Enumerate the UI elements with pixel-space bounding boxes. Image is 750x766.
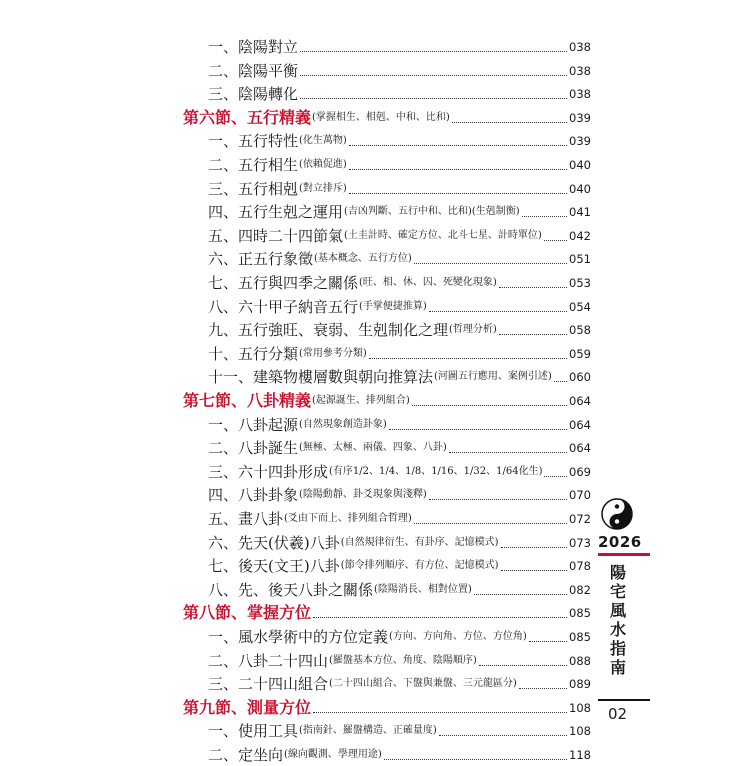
toc-row xyxy=(0,720,750,742)
entry-note: (土圭計時、確定方位、北斗七星、計時單位) xyxy=(344,229,542,241)
page-ref: 059 xyxy=(569,346,591,361)
toc-row xyxy=(0,225,750,247)
dot-leader xyxy=(452,121,567,123)
page-ref: 078 xyxy=(569,559,591,574)
entry-title: 二、陰陽平衡 xyxy=(208,61,299,80)
title-char: 水 xyxy=(609,620,626,639)
title-char: 宅 xyxy=(609,582,626,601)
page-ref: 040 xyxy=(569,158,591,172)
page-ref: 041 xyxy=(569,205,591,220)
entry-title: 九、五行強旺、衰弱、生剋制化之理 xyxy=(208,321,449,340)
page-ref: 039 xyxy=(569,134,591,149)
dot-leader xyxy=(349,192,567,194)
toc-entry[interactable] xyxy=(208,225,591,247)
toc-entry[interactable] xyxy=(208,414,591,436)
dot-leader xyxy=(554,380,567,382)
toc-row xyxy=(0,366,750,388)
toc-row xyxy=(0,296,750,318)
dot-leader xyxy=(349,144,567,146)
dot-leader xyxy=(300,50,567,52)
dot-leader xyxy=(384,758,567,760)
entry-note: (依賴促進) xyxy=(299,159,347,170)
toc-row xyxy=(0,154,750,176)
entry-note: (二十四山組合、下盤與兼盤、三元龍區分) xyxy=(329,678,517,690)
entry-title: 一、陰陽對立 xyxy=(208,38,299,56)
page-ref: 060 xyxy=(569,370,591,385)
toc-section-row xyxy=(0,602,750,624)
page-ref: 070 xyxy=(569,488,591,503)
section-title: 第九節、測量方位 xyxy=(183,697,312,717)
entry-title: 四、五行生剋之運用 xyxy=(208,203,344,222)
page-ref: 085 xyxy=(569,606,591,621)
toc-entry[interactable] xyxy=(208,650,591,672)
dot-leader xyxy=(529,640,567,642)
page-ref: 038 xyxy=(569,63,591,78)
toc-row xyxy=(0,201,750,223)
entry-note: (手掌便捷推算) xyxy=(359,300,427,312)
page-ref: 058 xyxy=(569,323,591,338)
toc-row xyxy=(0,555,750,577)
toc-entry[interactable] xyxy=(208,720,591,742)
toc-entry[interactable] xyxy=(183,107,591,129)
entry-note: (陰陽動靜、卦爻現象與淺釋) xyxy=(299,489,427,501)
entry-title: 六、正五行象徵 xyxy=(208,250,314,269)
red-divider xyxy=(598,553,650,556)
entry-note: (自然規律衍生、有卦序、記憶模式) xyxy=(340,536,499,548)
dot-leader xyxy=(429,498,567,500)
entry-note: (自然現象創造卦象) xyxy=(299,418,387,430)
toc-entry[interactable] xyxy=(183,697,591,719)
page-ref: 040 xyxy=(569,181,591,196)
toc-entry[interactable] xyxy=(208,508,591,530)
toc-entry[interactable] xyxy=(208,366,591,388)
entry-title: 五、四時二十四節氣 xyxy=(208,226,344,245)
entry-note: (河圖五行應用、案例引述) xyxy=(434,371,552,383)
dot-leader xyxy=(499,286,567,288)
toc-row xyxy=(0,83,750,105)
toc-entry[interactable] xyxy=(208,60,591,82)
page-ref: 082 xyxy=(569,582,591,597)
page-ref: 085 xyxy=(569,630,591,644)
toc-entry[interactable] xyxy=(208,272,591,294)
entry-title: 一、五行特性 xyxy=(208,132,299,151)
entry-title: 二、八卦誕生 xyxy=(208,439,299,458)
page-ref: 051 xyxy=(569,252,591,267)
entry-note: (掌握相生、相剋、中和、比和) xyxy=(312,111,450,123)
entry-note: (起源誕生、排列組合) xyxy=(312,395,410,406)
page-ref: 118 xyxy=(569,748,591,762)
dot-leader xyxy=(429,310,567,312)
page-ref: 073 xyxy=(569,535,591,550)
dot-leader xyxy=(313,616,567,618)
entry-note: (無極、太極、兩儀、四象、八卦) xyxy=(299,442,447,454)
toc-entry[interactable] xyxy=(208,744,591,766)
page-ref: 038 xyxy=(569,87,591,102)
toc-row xyxy=(0,650,750,672)
title-char: 風 xyxy=(609,601,626,620)
page-ref: 038 xyxy=(569,40,591,54)
entry-title: 十一、建築物樓層數與朝向推算法 xyxy=(208,368,434,387)
title-char: 陽 xyxy=(609,563,626,582)
toc-entry[interactable] xyxy=(208,319,591,341)
toc-entry[interactable] xyxy=(208,201,591,223)
page-ref: 064 xyxy=(569,417,591,432)
page-ref: 088 xyxy=(569,653,591,668)
toc-entry[interactable] xyxy=(208,130,591,152)
toc-row xyxy=(0,36,750,58)
toc-row xyxy=(0,248,750,270)
entry-title: 五、畫八卦 xyxy=(208,510,284,528)
title-char: 指 xyxy=(609,639,626,658)
toc-entry[interactable] xyxy=(183,390,591,412)
dot-leader xyxy=(439,734,567,736)
entry-note: (指南針、羅盤構造、正確量度) xyxy=(299,725,437,737)
toc-row xyxy=(0,319,750,341)
entry-note: (基本概念、五行方位) xyxy=(314,253,412,265)
entry-note: (羅盤基本方位、角度、陰陽順序) xyxy=(329,654,477,666)
toc-entry[interactable] xyxy=(208,437,591,459)
dot-leader xyxy=(389,428,567,430)
page-ref: 042 xyxy=(569,228,591,243)
toc-row xyxy=(0,272,750,294)
toc-row xyxy=(0,508,750,530)
toc-entry[interactable] xyxy=(208,83,591,105)
page-ref: 089 xyxy=(569,677,591,692)
toc-row xyxy=(0,626,750,648)
toc-row xyxy=(0,461,750,483)
toc-row xyxy=(0,673,750,695)
entry-title: 二、五行相生 xyxy=(208,156,299,174)
entry-note: (線向觀測、學理用途) xyxy=(284,749,382,760)
toc-row xyxy=(0,579,750,601)
dot-leader xyxy=(544,475,567,477)
entry-title: 二、定坐向 xyxy=(208,746,284,764)
title-char: 南 xyxy=(609,658,626,677)
page-ref: 108 xyxy=(569,700,591,715)
page-ref: 072 xyxy=(569,512,591,526)
dot-leader xyxy=(412,404,567,406)
entry-title: 三、五行相剋 xyxy=(208,179,299,198)
section-title: 第八節、掌握方位 xyxy=(183,603,312,623)
toc-entry[interactable] xyxy=(208,555,591,577)
toc-entry[interactable] xyxy=(208,626,591,648)
entry-note: (方向、方向角、方位、方位角) xyxy=(389,631,527,642)
book-title xyxy=(607,563,629,677)
toc-entry[interactable] xyxy=(208,296,591,318)
entry-note: (節令排列順序、有方位、記憶模式) xyxy=(340,560,499,572)
entry-title: 三、六十四卦形成 xyxy=(208,462,329,481)
dot-leader xyxy=(474,593,567,595)
entry-title: 七、五行與四季之關係 xyxy=(208,274,359,292)
dot-leader xyxy=(499,333,567,335)
section-title: 第七節、八卦精義 xyxy=(183,391,312,410)
toc-entry[interactable] xyxy=(208,484,591,506)
dot-leader xyxy=(544,239,567,241)
dot-leader xyxy=(414,262,567,264)
dot-leader xyxy=(522,215,567,217)
entry-note: (旺、相、休、囚、死變化現象) xyxy=(359,277,497,288)
page-ref: 053 xyxy=(569,276,591,290)
toc-row xyxy=(0,484,750,506)
dot-leader xyxy=(300,97,567,99)
entry-title: 一、使用工具 xyxy=(208,722,299,741)
toc-section-row xyxy=(0,107,750,129)
dot-leader xyxy=(369,357,567,359)
dot-leader xyxy=(501,546,568,548)
toc-entry[interactable] xyxy=(208,673,591,695)
toc-entry[interactable] xyxy=(183,602,591,624)
page-ref: 064 xyxy=(569,394,591,408)
toc-entry[interactable] xyxy=(208,36,591,58)
entry-title: 一、八卦起源 xyxy=(208,415,299,434)
page-number: 02 xyxy=(608,705,628,723)
page-ref: 069 xyxy=(569,464,591,479)
entry-note: (化生萬物) xyxy=(299,135,347,147)
entry-note: (吉凶判斷、五行中和、比和)(生剋制衡) xyxy=(344,206,520,218)
entry-note: (對立排斥) xyxy=(299,182,347,194)
entry-note: (哲理分析) xyxy=(449,324,497,336)
dot-leader xyxy=(300,74,567,76)
black-divider xyxy=(598,699,650,701)
toc-row xyxy=(0,437,750,459)
year-label: 2026 xyxy=(598,533,642,551)
toc-entry[interactable] xyxy=(208,532,591,554)
entry-note: (爻由下而上、排列組合哲理) xyxy=(284,513,412,524)
page-ref: 039 xyxy=(569,110,591,125)
toc-row xyxy=(0,343,750,365)
entry-note: (有序1/2、1/4、1/8、1/16、1/32、1/64化生) xyxy=(329,465,543,477)
toc-entry[interactable] xyxy=(208,579,591,601)
toc-entry[interactable] xyxy=(208,343,591,365)
entry-title: 六、先天(伏羲)八卦 xyxy=(208,533,340,552)
toc-row xyxy=(0,60,750,82)
section-title: 第六節、五行精義 xyxy=(183,107,312,127)
entry-note: (常用參考分類) xyxy=(299,347,367,359)
toc-entry[interactable] xyxy=(208,248,591,270)
entry-title: 二、八卦二十四山 xyxy=(208,651,329,670)
toc-row xyxy=(0,130,750,152)
toc-section-row xyxy=(0,390,750,412)
dot-leader xyxy=(479,664,567,666)
dot-leader xyxy=(501,569,568,571)
entry-title: 四、八卦卦象 xyxy=(208,486,299,505)
entry-title: 八、先、後天八卦之關係 xyxy=(208,580,374,599)
toc-row xyxy=(0,414,750,436)
entry-title: 三、二十四山組合 xyxy=(208,675,329,694)
entry-title: 三、陰陽轉化 xyxy=(208,85,299,104)
entry-note: (陰陽消長、相對位置) xyxy=(374,583,472,595)
dot-leader xyxy=(349,168,567,170)
dot-leader xyxy=(449,451,567,453)
toc-row xyxy=(0,744,750,766)
entry-title: 十、五行分類 xyxy=(208,344,299,363)
dot-leader xyxy=(313,711,567,713)
toc-entry[interactable] xyxy=(208,178,591,200)
dot-leader xyxy=(519,687,567,689)
page-ref: 108 xyxy=(569,724,591,739)
toc-entry[interactable] xyxy=(208,461,591,483)
entry-title: 七、後天(文王)八卦 xyxy=(208,557,340,576)
entry-title: 八、六十甲子納音五行 xyxy=(208,297,359,316)
dot-leader xyxy=(414,522,567,524)
page-ref: 054 xyxy=(569,299,591,314)
toc-row xyxy=(0,178,750,200)
entry-title: 一、風水學術中的方位定義 xyxy=(208,628,389,646)
yin-yang-icon xyxy=(600,497,634,531)
page-ref: 064 xyxy=(569,441,591,456)
toc-entry[interactable] xyxy=(208,154,591,176)
